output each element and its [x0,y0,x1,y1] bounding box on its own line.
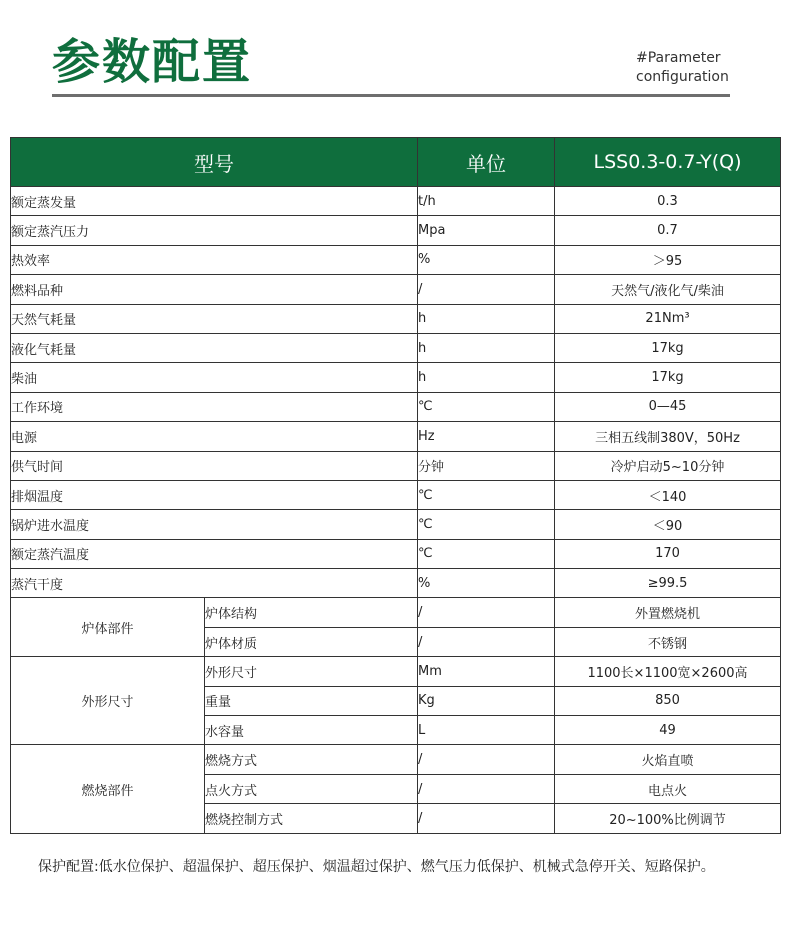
param-unit: 分钟 [418,451,555,480]
group-name: 外形尺寸 [11,657,205,745]
param-value: ＜90 [555,510,781,539]
param-unit: % [418,569,555,598]
param-name: 重量 [205,686,418,715]
table-row [11,745,781,774]
table-row [11,392,781,421]
param-value: 850 [555,686,781,715]
param-unit: h [418,363,555,392]
param-name: 水容量 [205,716,418,745]
subtitle-line-2: configuration [636,69,729,85]
table-row [11,304,781,333]
header-model-label: 型号 [11,138,418,187]
param-name: 工作环境 [11,392,418,421]
param-unit: t/h [418,187,555,216]
param-unit: / [418,774,555,803]
table-row [11,216,781,245]
param-value: 外置燃烧机 [555,598,781,627]
param-name: 额定蒸汽压力 [11,216,418,245]
param-unit: h [418,333,555,362]
param-unit: / [418,598,555,627]
param-name: 热效率 [11,245,418,274]
param-value: 0.7 [555,216,781,245]
param-name: 外形尺寸 [205,657,418,686]
param-name: 额定蒸发量 [11,187,418,216]
table-row [11,598,781,627]
param-unit: Mm [418,657,555,686]
header-unit-label: 单位 [418,138,555,187]
param-value: 17kg [555,363,781,392]
param-unit: % [418,245,555,274]
param-unit: ℃ [418,510,555,539]
param-unit: / [418,275,555,304]
param-name: 柴油 [11,363,418,392]
param-value: 三相五线制380V，50Hz [555,422,781,451]
table-row [11,187,781,216]
table-row [11,245,781,274]
group-name: 炉体部件 [11,598,205,657]
param-name: 电源 [11,422,418,451]
param-value: 17kg [555,333,781,362]
param-name: 炉体结构 [205,598,418,627]
param-unit: / [418,745,555,774]
param-value: 0.3 [555,187,781,216]
param-name: 燃料品种 [11,275,418,304]
table-row [11,539,781,568]
table-row [11,510,781,539]
param-value: 火焰直喷 [555,745,781,774]
param-unit: Kg [418,686,555,715]
param-name: 燃烧控制方式 [205,804,418,833]
param-value: 0—45 [555,392,781,421]
param-name: 锅炉进水温度 [11,510,418,539]
param-unit: / [418,804,555,833]
param-unit: L [418,716,555,745]
page-title: 参数配置 [52,34,253,90]
spec-table [10,137,781,834]
param-name: 供气时间 [11,451,418,480]
header-model-name: LSS0.3-0.7-Y(Q) [555,138,781,187]
title-divider [52,94,730,97]
table-body [11,187,781,834]
param-value: ＞95 [555,245,781,274]
param-name: 天然气耗量 [11,304,418,333]
page-subtitle [636,49,729,87]
param-value: ＜140 [555,480,781,509]
param-value: 20~100%比例调节 [555,804,781,833]
param-value: 天然气/液化气/柴油 [555,275,781,304]
param-name: 蒸汽干度 [11,569,418,598]
param-name: 炉体材质 [205,627,418,656]
table-row [11,480,781,509]
param-value: 1100长×1100宽×2600高 [555,657,781,686]
param-value: 21Nm³ [555,304,781,333]
table-row [11,451,781,480]
table-row [11,363,781,392]
table-row [11,569,781,598]
param-value: 不锈钢 [555,627,781,656]
param-unit: ℃ [418,392,555,421]
param-unit: Mpa [418,216,555,245]
table-row [11,657,781,686]
subtitle-line-1: #Parameter [636,50,721,66]
param-unit: ℃ [418,480,555,509]
param-value: 电点火 [555,774,781,803]
table-row [11,422,781,451]
param-unit: Hz [418,422,555,451]
table-row [11,333,781,362]
param-name: 燃烧方式 [205,745,418,774]
param-name: 排烟温度 [11,480,418,509]
protection-footer: 保护配置:低水位保护、超温保护、超压保护、烟温超过保护、燃气压力低保护、机械式急停开关、短路保护。 [38,859,715,875]
group-name: 燃烧部件 [11,745,205,833]
param-unit: ℃ [418,539,555,568]
param-value: 49 [555,716,781,745]
param-name: 点火方式 [205,774,418,803]
param-value: 冷炉启动5~10分钟 [555,451,781,480]
table-header-row [11,138,781,187]
table-row [11,275,781,304]
param-name: 额定蒸汽温度 [11,539,418,568]
param-unit: / [418,627,555,656]
param-value: ≥99.5 [555,569,781,598]
param-unit: h [418,304,555,333]
param-value: 170 [555,539,781,568]
param-name: 液化气耗量 [11,333,418,362]
